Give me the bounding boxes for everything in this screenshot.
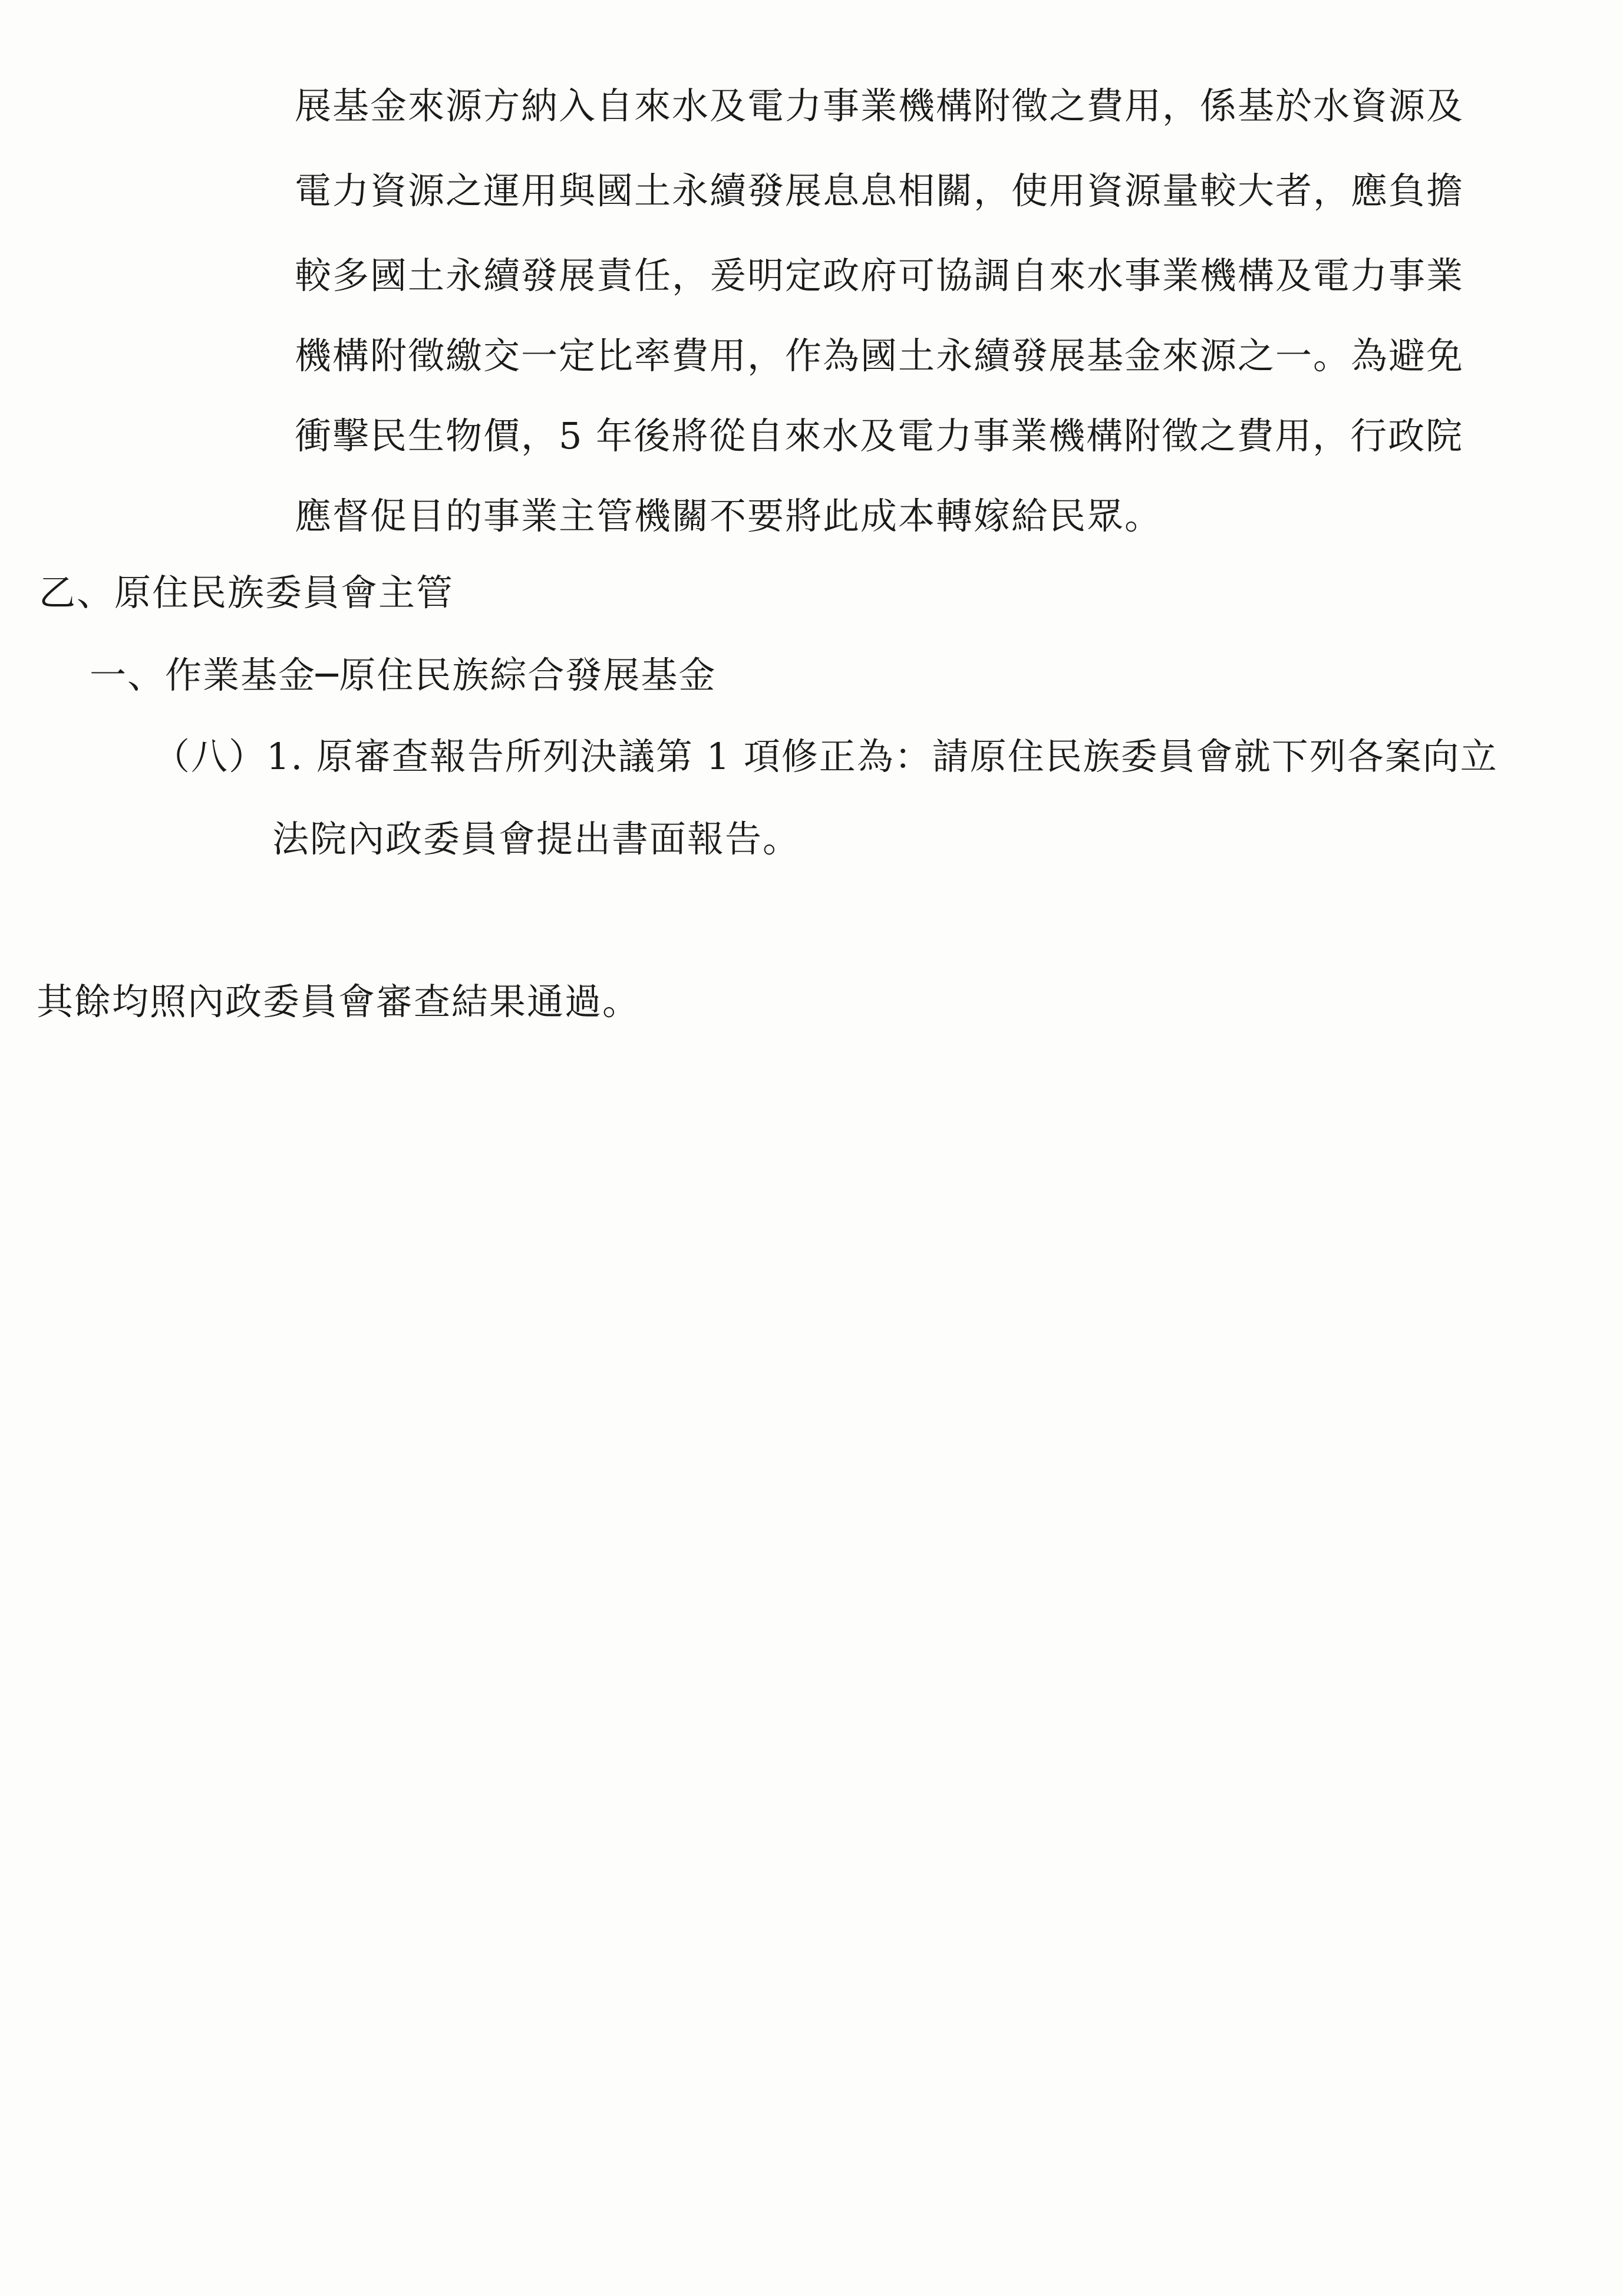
paragraph-line: 應督促目的事業主管機關不要將此成本轉嫁給民眾。 bbox=[295, 494, 1163, 537]
paragraph-line: 衝擊民生物價，5 年後將從自來水及電力事業機構附徵之費用，行政院 bbox=[295, 414, 1464, 457]
section-heading: 乙、原住民族委員會主管 bbox=[39, 571, 454, 614]
paragraph-line: 展基金來源方納入自來水及電力事業機構附徵之費用，係基於水資源及 bbox=[295, 84, 1464, 127]
closing-statement: 其餘均照內政委員會審查結果通過。 bbox=[37, 980, 641, 1023]
subsection-heading: 一、作業基金─原住民族綜合發展基金 bbox=[90, 654, 717, 697]
paragraph-line: 電力資源之運用與國土永續發展息息相關，使用資源量較大者，應負擔 bbox=[295, 169, 1464, 212]
item-line-2: 法院內政委員會提出書面報告。 bbox=[272, 817, 801, 860]
paragraph-line: 較多國土永續發展責任，爰明定政府可協調自來水事業機構及電力事業 bbox=[295, 254, 1464, 297]
item-line-1: （八）1. 原審查報告所列決議第 1 項修正為：請原住民族委員會就下列各案向立 bbox=[153, 735, 1498, 778]
paragraph-line: 機構附徵繳交一定比率費用，作為國土永續發展基金來源之一。為避免 bbox=[295, 334, 1464, 377]
